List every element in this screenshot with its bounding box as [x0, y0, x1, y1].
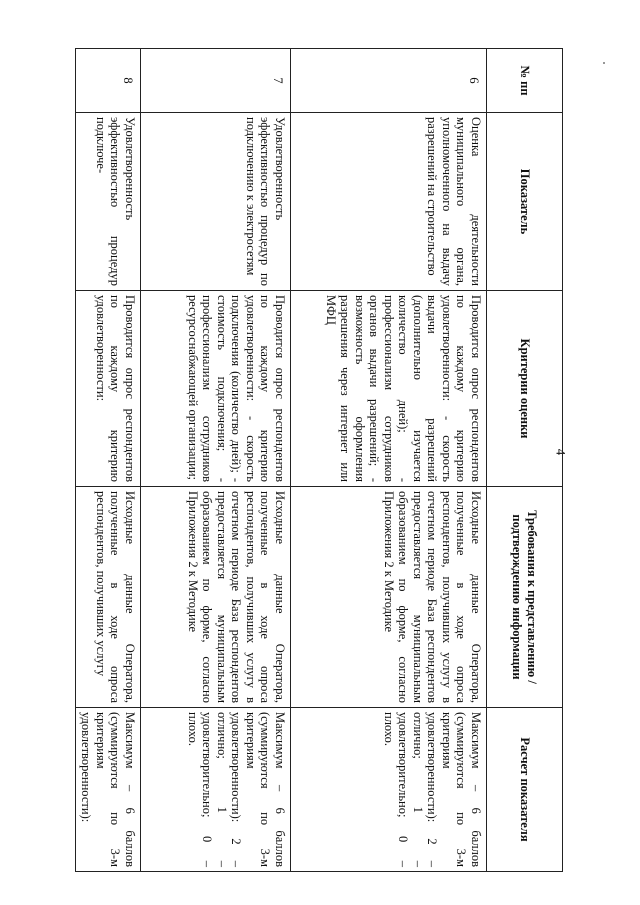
page-number: 4 — [553, 448, 569, 456]
row-num: 7 — [141, 49, 291, 113]
table-header-row — [487, 49, 563, 872]
header-num: № пп — [487, 49, 563, 113]
row-requirements: Исходные данные Оператора, полученные в ходе опроса респондентов, получивших услугу — [76, 487, 141, 708]
scan-speck — [603, 62, 605, 64]
row-indicator: Оценка деятельности муниципального органа, уполномоченного на выдачу разрешений на строительство — [291, 113, 487, 291]
row-criteria: Проводится опрос респондентов по каждому критерию удовлетворенности: - скорость подключения (количество дней); - стоимость подключения; - профессионализм сотрудников ресурсоснабжающей организации; — [141, 291, 291, 487]
header-requirements: Требования к представлению /подтверждению информации — [487, 487, 563, 708]
row-indicator: Удовлетворенность эффективностью процедур по подключению к электросетям — [141, 113, 291, 291]
row-criteria: Проводится опрос респондентов по каждому критерию удовлетворенности: - скорость выдачи разрешений (дополнительно изучается количество дней); - профессионализм сотрудников органов выдачи разрешений; - возможность оформления разрешения через интернет или МФЦ — [291, 291, 487, 487]
row-requirements: Исходные данные Оператора, полученные в ходе опроса респондентов, получивших услугу в отчетном периоде База респондентов предоставляется муниципальным образованием по форме, согласно Приложения 2 к Методике — [291, 487, 487, 708]
row-criteria: Проводится опрос респондентов по каждому критерию удовлетворенности: — [76, 291, 141, 487]
row-indicator: Удовлетворенность эффективностью процедур подключе- — [76, 113, 141, 291]
criteria-table — [75, 48, 563, 872]
row-calculation: Максимум – 6 баллов (суммируются по 3-м критериям удовлетворенности): 2 – отлично; 1 – удовлетворительно; 0 – плохо. — [291, 708, 487, 872]
header-indicator: Показатель — [487, 113, 563, 291]
header-calculation: Расчет показателя — [487, 708, 563, 872]
rotated-table-container — [79, 48, 563, 871]
row-num: 6 — [291, 49, 487, 113]
row-calculation: Максимум – 6 баллов (суммируются по 3-м критериям удовлетворенности): 2 – отлично; 1 – удовлетворительно; 0 – плохо. — [141, 708, 291, 872]
row-num: 8 — [76, 49, 141, 113]
row-requirements: Исходные данные Оператора, полученные в ходе опроса респондентов, получивших услугу в отчетном периоде База респондентов предоставляется муниципальным образованием по форме, согласно Приложения 2 к Методике — [141, 487, 291, 708]
table-row — [76, 49, 141, 872]
row-calculation: Максимум – 6 баллов (суммируются по 3-м критериям удовлетворенности): — [76, 708, 141, 872]
table-row — [141, 49, 291, 872]
header-criteria: Критерии оценки — [487, 291, 563, 487]
table-row — [291, 49, 487, 872]
